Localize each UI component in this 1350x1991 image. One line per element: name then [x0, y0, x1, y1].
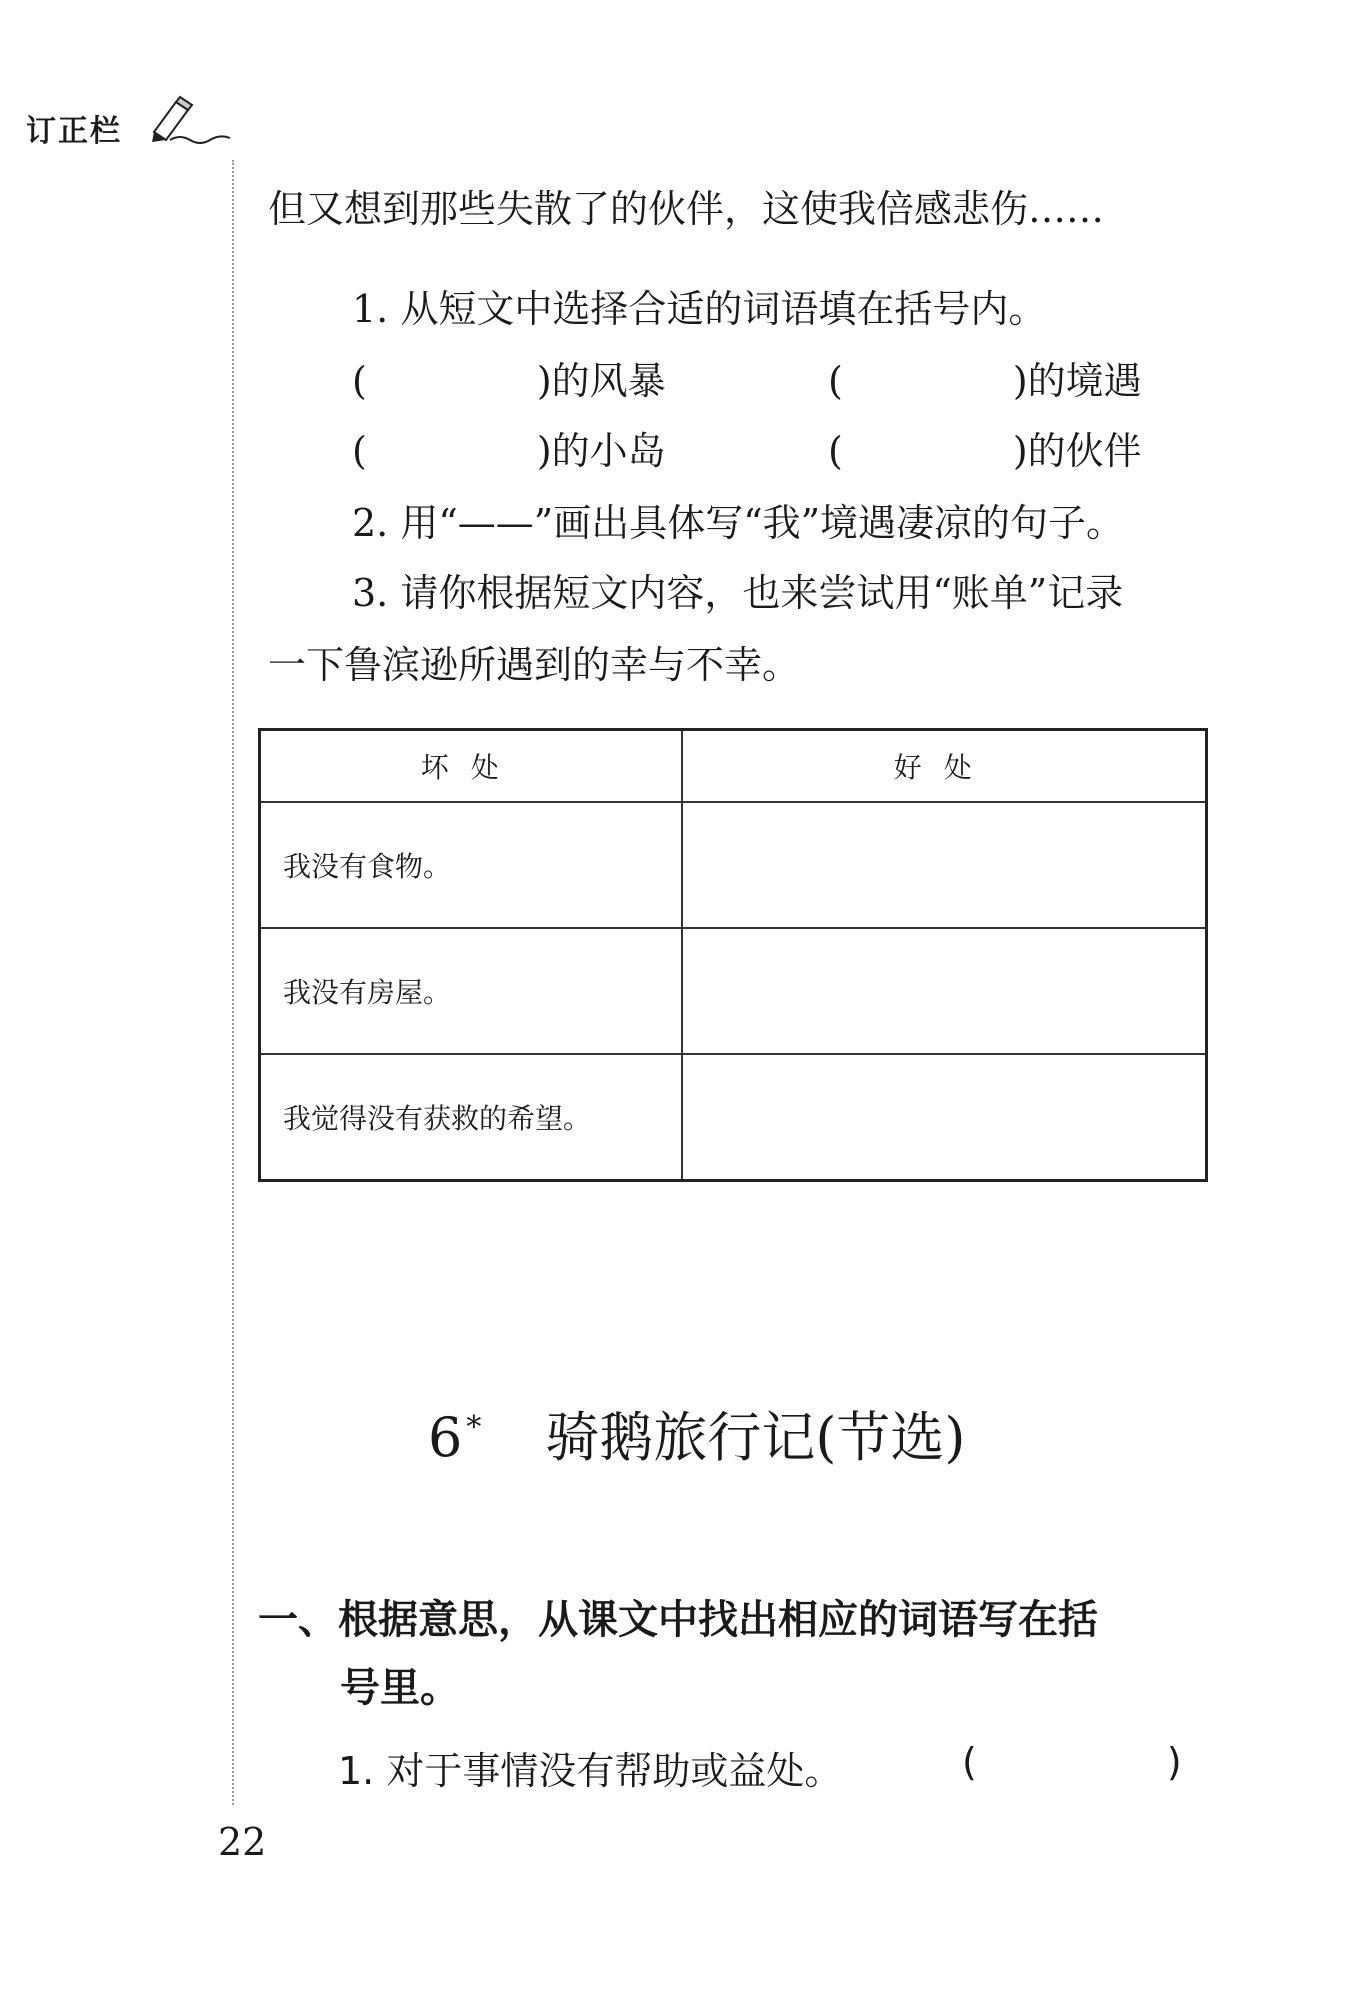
blank-4-suffix: 的伙伴	[1027, 429, 1142, 473]
table-row	[260, 1054, 1207, 1181]
ledger-good-cell[interactable]	[682, 928, 1207, 1054]
blank-2-suffix: 的境遇	[1027, 359, 1142, 403]
question-1-prompt: 1. 从短文中选择合适的词语填在括号内。	[352, 287, 1047, 331]
correction-column-label: 订正栏	[26, 114, 122, 149]
blank-2-open: (	[828, 359, 843, 403]
ledger-bad-cell: 我没有食物。	[260, 802, 682, 928]
ledger-bad-cell: 我没有房屋。	[260, 928, 682, 1054]
question-2-prompt: 2. 用“——”画出具体写“我”境遇凄凉的句子。	[352, 501, 1125, 545]
ledger-header-good: 好处	[682, 730, 1207, 803]
blank-1-close: )	[536, 359, 552, 403]
blank-3-open: (	[352, 429, 367, 473]
blank-1-open: (	[352, 359, 367, 403]
section-1-item-1: 1. 对于事情没有帮助或益处。	[338, 1749, 843, 1793]
blank-4-close: )	[1012, 429, 1028, 473]
blank-4-open: (	[828, 429, 843, 473]
question-3-prompt-line2: 一下鲁滨逊所遇到的幸与不幸。	[268, 643, 801, 687]
blank-3-close: )	[536, 429, 552, 473]
table-row	[260, 802, 1207, 928]
pencil-icon	[146, 94, 236, 144]
ledger-header-bad: 坏处	[260, 730, 682, 803]
question-3-prompt-line1: 3. 请你根据短文内容，也来尝试用“账单”记录	[352, 571, 1124, 615]
blank-1-suffix: 的风暴	[551, 359, 666, 403]
table-row	[260, 928, 1207, 1054]
blank-3-suffix: 的小岛	[551, 429, 666, 473]
blank-2[interactable]	[828, 350, 1142, 405]
ledger-bad-cell: 我觉得没有获救的希望。	[260, 1054, 682, 1181]
lesson-number: 6	[428, 1406, 463, 1469]
passage-last-line: 但又想到那些失散了的伙伴，这使我倍感悲伤……	[268, 187, 1105, 231]
section-1-heading-line1: 一、根据意思，从课文中找出相应的词语写在括	[258, 1597, 1098, 1643]
ledger-good-cell[interactable]	[682, 1054, 1207, 1181]
margin-divider	[232, 160, 234, 1805]
lesson-title-text: 骑鹅旅行记(节选)	[545, 1406, 966, 1469]
section-1-item-1-blank[interactable]	[962, 1740, 1182, 1784]
ledger-good-cell[interactable]	[682, 802, 1207, 928]
lesson-marker: *	[466, 1410, 482, 1445]
blank-1[interactable]	[352, 350, 666, 405]
item-1-open: (	[962, 1740, 977, 1784]
section-1-heading-line2: 号里。	[340, 1665, 460, 1711]
lesson-title	[428, 1395, 966, 1472]
page-number: 22	[218, 1820, 267, 1864]
ledger-header-row	[260, 730, 1207, 803]
blank-2-close: )	[1012, 359, 1028, 403]
item-1-close: )	[1166, 1740, 1182, 1784]
ledger-table	[258, 728, 1208, 1182]
blank-4[interactable]	[828, 420, 1142, 475]
blank-3[interactable]	[352, 420, 666, 475]
